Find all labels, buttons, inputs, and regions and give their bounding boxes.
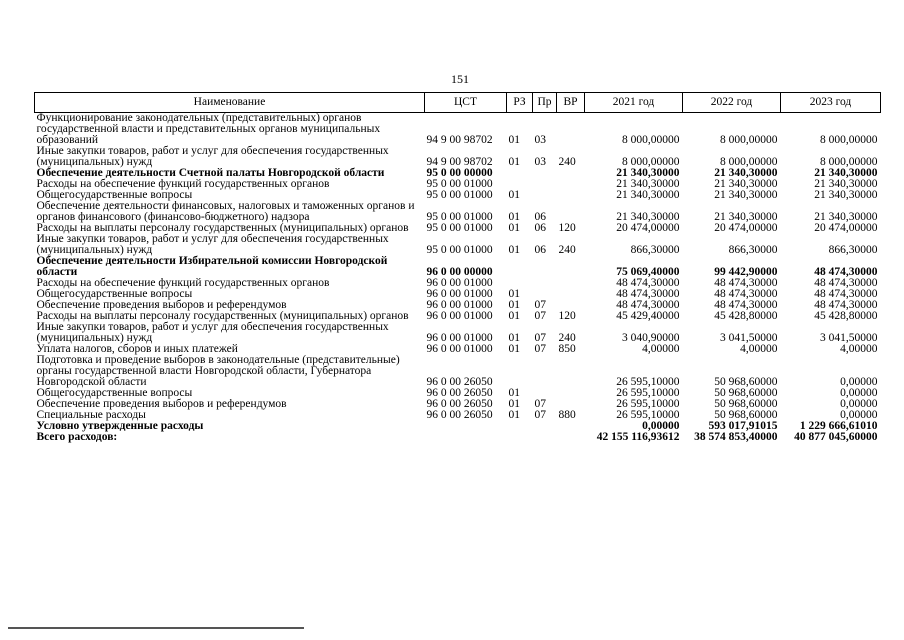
- cell-name: Условно утвержденные расходы: [36, 420, 204, 432]
- cell-vr: [557, 278, 585, 289]
- cell-cst: 96 0 00 26050: [426, 376, 493, 388]
- cell-name: Всего расходов:: [36, 431, 118, 443]
- cell-y2022: 4,00000: [740, 343, 778, 355]
- cell-y2022: 48 474,30000: [714, 277, 778, 289]
- cell-cst: 96 0 00 01000: [426, 310, 493, 322]
- cell-name: Иные закупки товаров, работ и услуг для обеспечения государственных (муниципальных) нужд: [36, 321, 389, 344]
- table-row: [35, 234, 881, 256]
- cell-y2022: 8 000,00000: [720, 134, 778, 146]
- cell-vr: [557, 113, 585, 147]
- cell-vr: [557, 256, 585, 278]
- cell-rz: 01: [508, 134, 520, 146]
- cell-name: Расходы на обеспечение функций государственных органов: [36, 178, 330, 190]
- cell-y2022: 21 340,30000: [714, 189, 778, 201]
- table-row: [35, 201, 881, 223]
- cell-rz: [507, 256, 533, 278]
- cell-y2021: 866,30000: [630, 244, 680, 256]
- cell-y2021: 8 000,00000: [622, 134, 680, 146]
- cell-y2023: 0,00000: [840, 409, 878, 421]
- cell-cst: 95 0 00 01000: [426, 244, 493, 256]
- cell-pr: [533, 168, 557, 179]
- table-row: [35, 113, 881, 147]
- cell-cst: 96 0 00 01000: [426, 277, 493, 289]
- cell-rz: 01: [508, 398, 520, 410]
- table-row: [35, 432, 881, 443]
- cell-rz: 01: [508, 222, 520, 234]
- cell-vr: 240: [558, 332, 576, 344]
- cell-pr: 07: [534, 332, 546, 344]
- cell-y2022: 50 968,60000: [714, 376, 778, 388]
- cell-y2023: 0,00000: [840, 398, 878, 410]
- cell-y2021: 0,00000: [642, 420, 680, 432]
- table-row: [35, 146, 881, 168]
- cell-rz: 01: [508, 387, 520, 399]
- cell-y2021: 48 474,30000: [616, 288, 680, 300]
- cell-cst: 95 0 00 01000: [426, 222, 493, 234]
- cell-y2021: 42 155 116,93612: [596, 431, 680, 443]
- cell-y2022: 38 574 853,40000: [694, 431, 778, 443]
- cell-y2022: 21 340,30000: [714, 211, 778, 223]
- cell-y2023: 40 877 045,60000: [794, 431, 878, 443]
- cell-vr: [557, 201, 585, 223]
- header-name: Наименование: [35, 93, 425, 113]
- cell-y2023: 1 229 666,61010: [799, 420, 878, 432]
- cell-y2022: 50 968,60000: [714, 387, 778, 399]
- cell-y2023: 21 340,30000: [814, 211, 878, 223]
- cell-vr: [557, 289, 585, 300]
- cell-rz: 01: [508, 211, 520, 223]
- cell-pr: 07: [534, 409, 546, 421]
- cell-cst: 95 0 00 01000: [426, 178, 493, 190]
- cell-vr: 240: [558, 244, 576, 256]
- footer-rule: [8, 627, 304, 629]
- cell-pr: [533, 278, 557, 289]
- cell-name: Иные закупки товаров, работ и услуг для обеспечения государственных (муниципальных) нужд: [36, 233, 389, 256]
- cell-name: Обеспечение проведения выборов и референдумов: [36, 398, 287, 410]
- cell-vr: 120: [558, 310, 576, 322]
- cell-y2023: 8 000,00000: [820, 134, 878, 146]
- cell-y2022: 45 428,80000: [714, 310, 778, 322]
- cell-y2022: 50 968,60000: [714, 409, 778, 421]
- cell-y2023: 8 000,00000: [820, 156, 878, 168]
- header-pr: Пр: [533, 93, 557, 113]
- cell-pr: [533, 190, 557, 201]
- cell-y2022: 866,30000: [728, 244, 778, 256]
- cell-rz: 01: [508, 332, 520, 344]
- cell-pr: 07: [534, 310, 546, 322]
- cell-rz: 01: [508, 343, 520, 355]
- cell-y2021: 21 340,30000: [616, 211, 680, 223]
- cell-y2021: 3 040,90000: [622, 332, 680, 344]
- cell-pr: 07: [534, 343, 546, 355]
- header-rz: РЗ: [507, 93, 533, 113]
- cell-y2022: 21 340,30000: [714, 167, 778, 179]
- cell-y2022: 99 442,90000: [714, 266, 778, 278]
- cell-y2022: 20 474,00000: [714, 222, 778, 234]
- cell-cst: 96 0 00 01000: [426, 332, 493, 344]
- cell-rz: 01: [508, 288, 520, 300]
- cell-y2021: 26 595,10000: [616, 387, 680, 399]
- cell-y2021: 75 069,40000: [616, 266, 680, 278]
- cell-name: Расходы на выплаты персоналу государственных (муниципальных) органов: [36, 310, 409, 322]
- table-row: [35, 355, 881, 388]
- cell-name: Иные закупки товаров, работ и услуг для обеспечения государственных (муниципальных) нужд: [36, 145, 389, 168]
- cell-cst: 94 9 00 98702: [426, 156, 493, 168]
- cell-y2022: 48 474,30000: [714, 299, 778, 311]
- cell-name: Расходы на обеспечение функций государственных органов: [36, 277, 330, 289]
- cell-y2023: 48 474,30000: [814, 266, 878, 278]
- cell-y2023: 20 474,00000: [814, 222, 878, 234]
- cell-y2022: 21 340,30000: [714, 178, 778, 190]
- cell-pr: 06: [534, 211, 546, 223]
- cell-rz: [507, 421, 533, 432]
- table-body: [35, 113, 881, 444]
- cell-name: Уплата налогов, сборов и иных платежей: [36, 343, 238, 355]
- cell-vr: 120: [558, 222, 576, 234]
- table-row: [35, 256, 881, 278]
- cell-cst: 95 0 00 01000: [426, 189, 493, 201]
- cell-vr: 240: [558, 156, 576, 168]
- cell-y2022: 50 968,60000: [714, 398, 778, 410]
- cell-vr: [557, 168, 585, 179]
- cell-y2021: 8 000,00000: [622, 156, 680, 168]
- table-header-row: [35, 93, 881, 113]
- cell-cst: 96 0 00 26050: [426, 387, 493, 399]
- cell-name: Подготовка и проведение выборов в законодательные (представительные) органы государственной власти Новгородской области, Губернатора Новгородской области: [36, 354, 400, 388]
- cell-cst: [425, 432, 507, 443]
- cell-pr: [533, 179, 557, 190]
- cell-name: Общегосударственные вопросы: [36, 288, 193, 300]
- cell-cst: 96 0 00 01000: [426, 299, 493, 311]
- cell-vr: [557, 421, 585, 432]
- cell-y2023: 21 340,30000: [814, 167, 878, 179]
- cell-pr: 06: [534, 222, 546, 234]
- cell-y2021: 48 474,30000: [616, 299, 680, 311]
- cell-y2021: 26 595,10000: [616, 376, 680, 388]
- cell-cst: 95 0 00 00000: [426, 167, 493, 179]
- cell-y2021: 26 595,10000: [616, 398, 680, 410]
- cell-name: Функционирование законодательных (представительных) органов государственной власти и представительных органов муниципальных образований: [36, 112, 381, 146]
- cell-cst: 96 0 00 26050: [426, 398, 493, 410]
- cell-y2023: 48 474,30000: [814, 277, 878, 289]
- cell-y2023: 0,00000: [840, 376, 878, 388]
- cell-name: Обеспечение деятельности финансовых, налоговых и таможенных органов и органов финансового (финансово-бюджетного) надзора: [36, 200, 415, 223]
- cell-pr: [533, 421, 557, 432]
- cell-rz: [507, 168, 533, 179]
- cell-y2023: 3 041,50000: [820, 332, 878, 344]
- cell-y2023: 0,00000: [840, 387, 878, 399]
- cell-pr: [533, 432, 557, 443]
- cell-y2023: 48 474,30000: [814, 299, 878, 311]
- cell-y2021: 21 340,30000: [616, 189, 680, 201]
- cell-name: Обеспечение проведения выборов и референдумов: [36, 299, 287, 311]
- cell-pr: [533, 355, 557, 388]
- cell-y2021: 45 429,40000: [616, 310, 680, 322]
- cell-y2023: 21 340,30000: [814, 178, 878, 190]
- cell-cst: 96 0 00 00000: [426, 266, 493, 278]
- cell-vr: [557, 432, 585, 443]
- cell-name: Обеспечение деятельности Счетной палаты Новгородской области: [36, 167, 385, 179]
- cell-name: Специальные расходы: [36, 409, 146, 421]
- cell-rz: 01: [508, 244, 520, 256]
- cell-rz: [507, 432, 533, 443]
- cell-y2022: 48 474,30000: [714, 288, 778, 300]
- cell-cst: 95 0 00 01000: [426, 211, 493, 223]
- cell-name: Обеспечение деятельности Избирательной комиссии Новгородской области: [36, 255, 388, 278]
- header-2021: 2021 год: [585, 93, 683, 113]
- header-2023: 2023 год: [781, 93, 881, 113]
- cell-y2023: 4,00000: [840, 343, 878, 355]
- cell-y2022: 3 041,50000: [720, 332, 778, 344]
- page-number: 151: [451, 72, 469, 86]
- cell-rz: 01: [508, 409, 520, 421]
- cell-y2023: 48 474,30000: [814, 288, 878, 300]
- cell-y2022: 8 000,00000: [720, 156, 778, 168]
- cell-y2023: 866,30000: [828, 244, 878, 256]
- cell-pr: [533, 256, 557, 278]
- cell-vr: [557, 388, 585, 399]
- cell-y2023: 45 428,80000: [814, 310, 878, 322]
- cell-name: Общегосударственные вопросы: [36, 189, 193, 201]
- cell-name: Общегосударственные вопросы: [36, 387, 193, 399]
- cell-cst: 96 0 00 01000: [426, 343, 493, 355]
- header-2022: 2022 год: [683, 93, 781, 113]
- cell-y2021: 48 474,30000: [616, 277, 680, 289]
- header-cst: ЦСТ: [425, 93, 507, 113]
- cell-pr: 06: [534, 244, 546, 256]
- budget-table: [34, 92, 881, 443]
- cell-y2021: 4,00000: [642, 343, 680, 355]
- cell-pr: 07: [534, 398, 546, 410]
- cell-pr: 03: [534, 134, 546, 146]
- cell-vr: [557, 355, 585, 388]
- cell-cst: 96 0 00 01000: [426, 288, 493, 300]
- cell-cst: [425, 421, 507, 432]
- cell-y2021: 20 474,00000: [616, 222, 680, 234]
- cell-vr: [557, 190, 585, 201]
- cell-rz: 01: [508, 189, 520, 201]
- table-row: [35, 322, 881, 344]
- cell-pr: 07: [534, 299, 546, 311]
- cell-pr: 03: [534, 156, 546, 168]
- cell-rz: 01: [508, 156, 520, 168]
- cell-y2021: 26 595,10000: [616, 409, 680, 421]
- cell-vr: [557, 179, 585, 190]
- cell-cst: 94 9 00 98702: [426, 134, 493, 146]
- cell-name: Расходы на выплаты персоналу государственных (муниципальных) органов: [36, 222, 409, 234]
- cell-y2023: 21 340,30000: [814, 189, 878, 201]
- cell-cst: 96 0 00 26050: [426, 409, 493, 421]
- cell-y2021: 21 340,30000: [616, 167, 680, 179]
- cell-y2021: 21 340,30000: [616, 178, 680, 190]
- cell-vr: 850: [558, 343, 576, 355]
- cell-rz: 01: [508, 299, 520, 311]
- header-vr: ВР: [557, 93, 585, 113]
- cell-y2022: 593 017,91015: [708, 420, 778, 432]
- cell-vr: 880: [558, 409, 576, 421]
- cell-rz: 01: [508, 310, 520, 322]
- cell-rz: [507, 355, 533, 388]
